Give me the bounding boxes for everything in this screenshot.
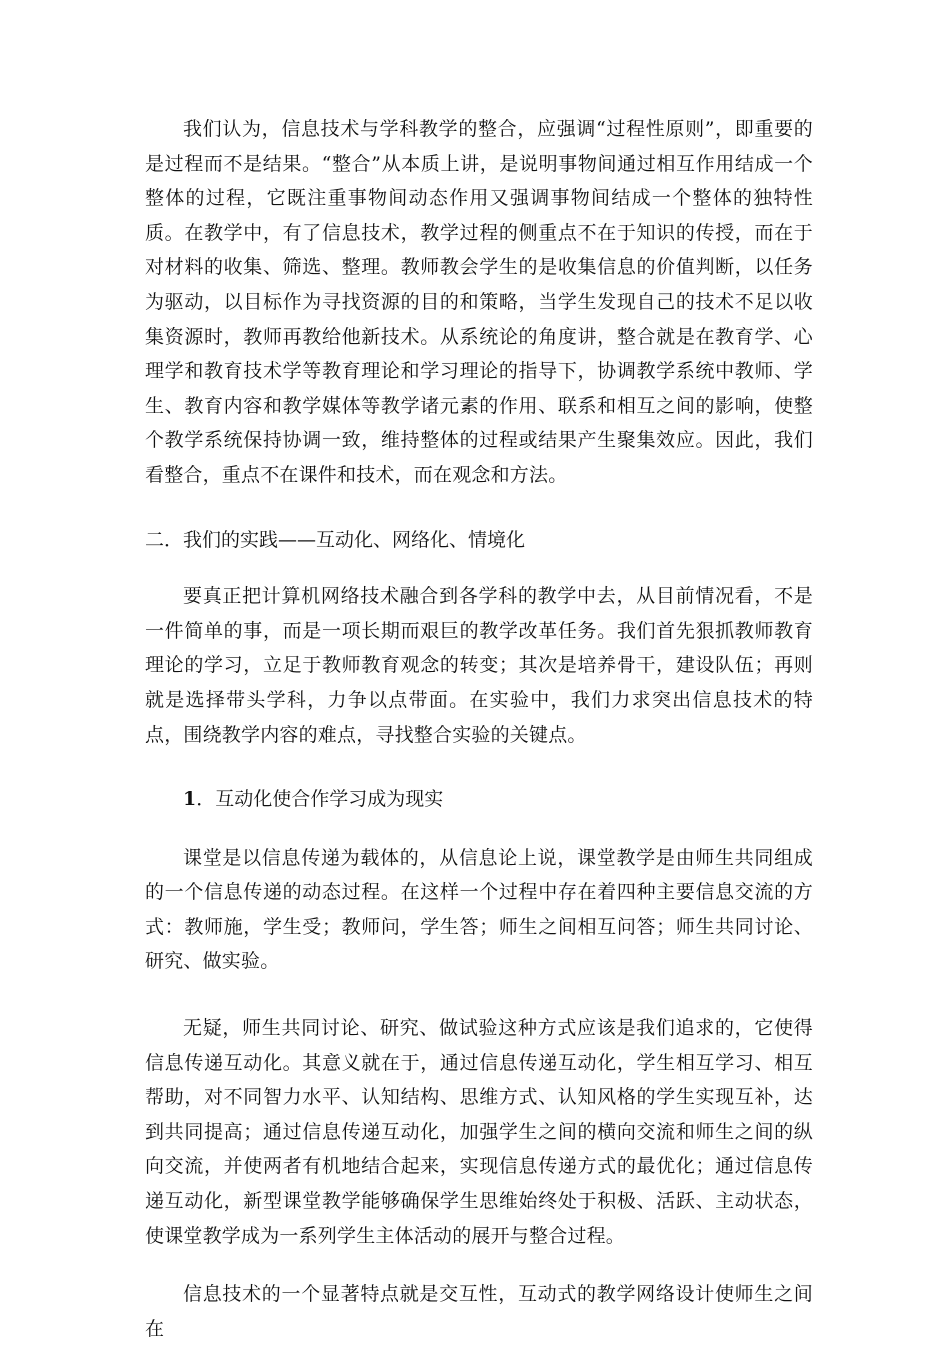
section-heading: 二．我们的实践——互动化、网络化、情境化 (145, 528, 526, 551)
body-paragraph: 我们认为，信息技术与学科教学的整合，应强调“过程性原则”，即重要的是过程而不是结果。“整合”从本质上讲，是说明事物间通过相互作用结成一个整体的过程，它既注重事物间动态作用又强调事物间结成一个整体的独特性质。在教学中，有了信息技术，教学过程的侧重点不在于知识的传授，而在于对材料的收集、筛选、整理。教师教会学生的是收集信息的价值判断，以任务为驱动，以目标作为寻找资源的目的和策略，当学生发现自己的技术不足以收集资源时，教师再教给他新技术。从系统论的角度讲，整合就是在教育学、心理学和教育技术学等教育理论和学习理论的指导下，协调教学系统中教师、学生、教育内容和教学媒体等教学诸元素的作用、联系和相互之间的影响，使整个教学系统保持协调一致，维持整体的过程或结果产生聚集效应。因此，我们看整合，重点不在课件和技术，而在观念和方法。 (145, 118, 813, 486)
subsection-title: ．互动化使合作学习成为现实 (196, 788, 444, 811)
body-paragraph: 要真正把计算机网络技术融合到各学科的教学中去，从目前情况看，不是一件简单的事，而是一项长期而艰巨的教学改革任务。我们首先狠抓教师教育理论的学习，立足于教师教育观念的转变；其次是培养骨干，建设队伍；再则就是选择带头学科，力争以点带面。在实验中，我们力求突出信息技术的特点，围绕教学内容的难点，寻找整合实验的关键点。 (145, 585, 813, 746)
subsection-heading (145, 782, 813, 817)
subsection-number: 1 (183, 788, 197, 811)
document-page (145, 112, 813, 1346)
body-paragraph: 无疑，师生共同讨论、研究、做试验这种方式应该是我们追求的，它使得信息传递互动化。其意义就在于，通过信息传递互动化，学生相互学习、相互帮助，对不同智力水平、认知结构、思维方式、认知风格的学生实现互补，达到共同提高；通过信息传递互动化，加强学生之间的横向交流和师生之间的纵向交流，并使两者有机地结合起来，实现信息传递方式的最优化；通过信息传递互动化，新型课堂教学能够确保学生思维始终处于积极、活跃、主动状态，使课堂教学成为一系列学生主体活动的展开与整合过程。 (145, 1017, 813, 1247)
body-paragraph: 课堂是以信息传递为载体的，从信息论上说，课堂教学是由师生共同组成的一个信息传递的动态过程。在这样一个过程中存在着四种主要信息交流的方式：教师施，学生受；教师问，学生答；师生之间相互问答；师生共同讨论、研究、做实验。 (145, 846, 813, 973)
body-paragraph: 信息技术的一个显著特点就是交互性，互动式的教学网络设计使师生之间在 (145, 1283, 813, 1340)
